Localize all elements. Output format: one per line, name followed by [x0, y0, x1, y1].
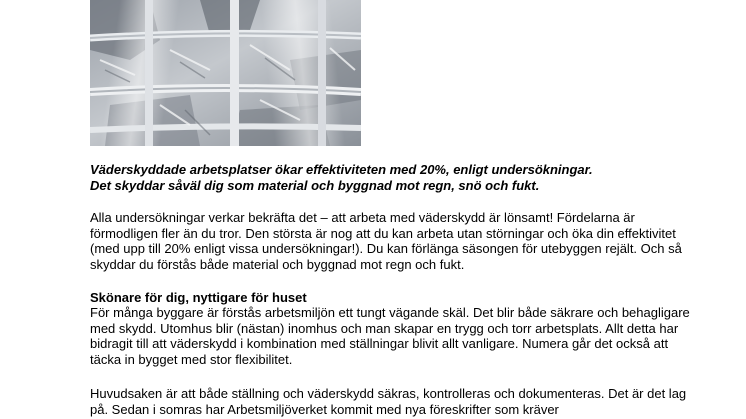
ingress — [90, 162, 690, 193]
ingress-line-2: Det skyddar såväl dig som material och byggnad mot regn, snö och fukt. — [90, 177, 540, 193]
paragraph-regulations: Huvudsaken är att både ställning och väderskydd säkras, kontrolleras och dokumenteras. Det är det lag på. Sedan i somras har Arbetsmiljöverket kommit med nya föreskrifter som kräver — [90, 386, 687, 417]
paragraph-work-environment: För många byggare är förstås arbetsmiljön ett tungt vägande skäl. Det blir både säkrare och behagligare med skydd. Utomhus blir (nästan) inomhus och man skapar en trygg och torr arbetsplats. Allt detta har bidragit till att väderskydd i kombination med ställningar blivit allt vanligare. Numera går det också att täcka in bygget med stor flexibilitet. — [90, 305, 690, 367]
ingress-line-1: Väderskyddade arbetsplatser ökar effektiviteten med 20%, enligt undersökningar. — [90, 162, 593, 177]
section-heading: Skönare för dig, nyttigare för huset — [90, 290, 307, 305]
paragraph-intro: Alla undersökningar verkar bekräfta det – att arbeta med väderskydd är lönsamt! Fördelarna är förmodligen fler än du tror. Den största är nog att du kan arbeta utan störningar och öka din effektivitet (med upp till 20% enligt vissa undersökningar!). Du kan förlänga säsongen för utebyggen rejält. Och så skyddar du förstås både material och byggnad mot regn och fukt. — [90, 210, 682, 272]
weather-protection-photo — [90, 0, 361, 146]
